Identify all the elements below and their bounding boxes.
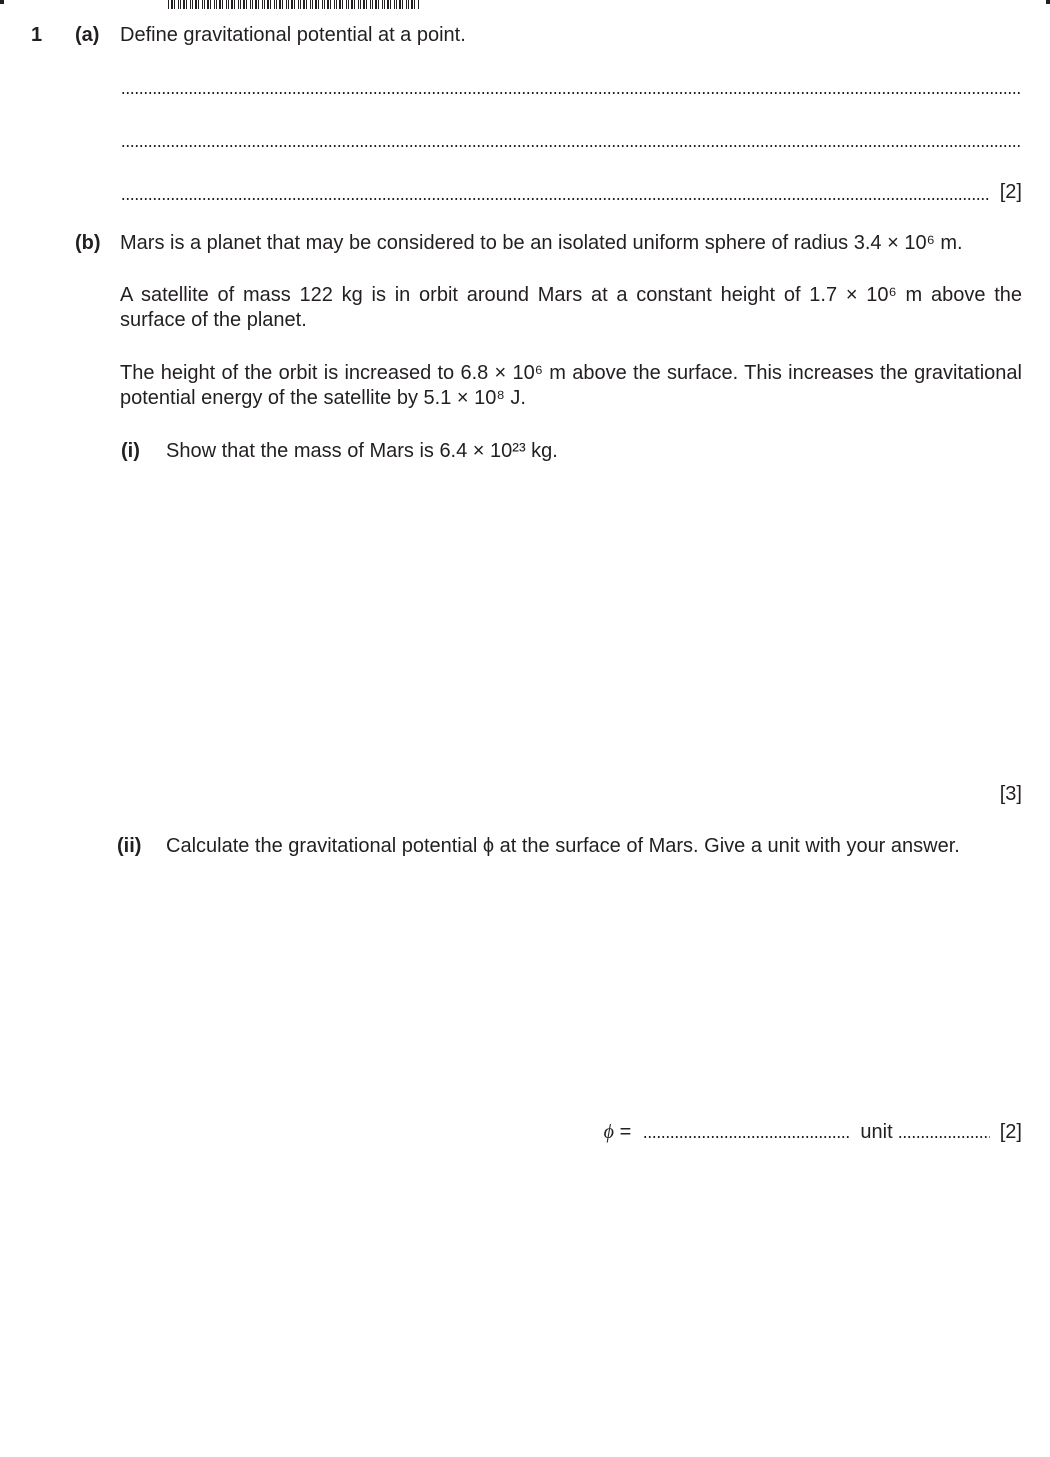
working-area-ii[interactable] <box>166 870 1022 1110</box>
answer-line-a-3[interactable] <box>121 198 989 200</box>
answer-line-a-1[interactable] <box>121 92 1021 94</box>
part-b-intro-2: A satellite of mass 122 kg is in orbit around Mars at a constant height of 1.7 × 10⁶ m above the surface of the planet. <box>120 284 1022 331</box>
unit-label: unit <box>860 1121 893 1143</box>
part-b-intro-1: Mars is a planet that may be considered to be an isolated uniform sphere of radius 3.4 × 10⁶ m. <box>120 232 963 254</box>
sub-ii-marks: [2] <box>999 1121 1022 1143</box>
sub-ii-prompt: Calculate the gravitational potential ϕ at the surface of Mars. Give a unit with your answer. <box>166 835 960 857</box>
part-a-marks: [2] <box>999 181 1022 203</box>
part-b-label: (b) <box>75 232 101 254</box>
answer-line-a-2[interactable] <box>121 145 1021 147</box>
phi-symbol: ϕ <box>603 1121 614 1143</box>
crop-mark-right <box>1046 0 1050 4</box>
crop-mark-left <box>0 0 4 4</box>
part-b-intro-3: The height of the orbit is increased to 6.8 × 10⁶ m above the surface. This increases the gravitational potential energy of the satellite by 5.1 × 10⁸ J. <box>120 362 1022 409</box>
sub-i-marks: [3] <box>999 783 1022 805</box>
answer-row-ii <box>604 1120 1022 1144</box>
sub-i-label: (i) <box>121 440 140 462</box>
phi-answer-line[interactable] <box>643 1136 849 1138</box>
part-a-label: (a) <box>75 24 100 46</box>
sub-i-prompt: Show that the mass of Mars is 6.4 × 10²³ kg. <box>166 440 558 462</box>
sub-ii-label: (ii) <box>117 835 142 857</box>
working-area-i[interactable] <box>166 475 1022 775</box>
equals-sign: = <box>619 1121 632 1143</box>
barcode <box>168 0 420 9</box>
part-a-prompt: Define gravitational potential at a point. <box>120 24 466 46</box>
unit-answer-line[interactable] <box>898 1136 990 1138</box>
question-number: 1 <box>31 24 43 46</box>
